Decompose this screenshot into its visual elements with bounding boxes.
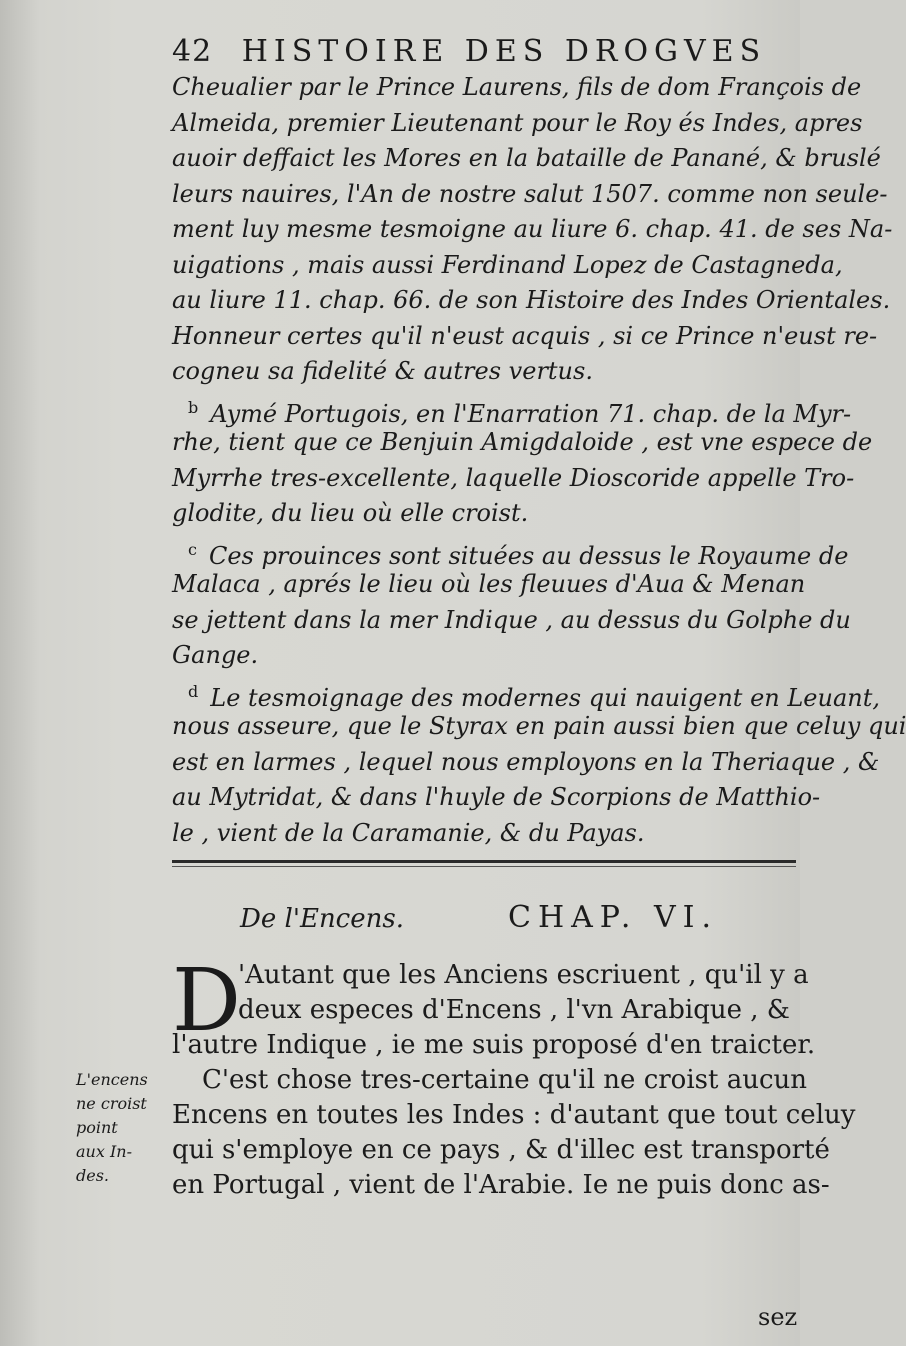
- note-marker: d: [188, 681, 199, 701]
- body-line: C'est chose tres-certaine qu'il ne croist aucun: [202, 1065, 808, 1095]
- note-line: nous asseure, que le Styrax en pain aussi bien que celuy qui: [172, 712, 906, 740]
- note-line: est en larmes , lequel nous employons en la Theriaque , &: [172, 747, 880, 776]
- divider-rule: [172, 860, 796, 863]
- note-line: Honneur certes qu'il n'eust acquis , si ce Prince n'eust re-: [172, 321, 878, 350]
- catchword: sez: [758, 1303, 798, 1331]
- divider-rule-thin: [172, 866, 796, 867]
- page-number: 42: [172, 34, 213, 69]
- margin-note-line: ne croist: [76, 1094, 147, 1113]
- note-a: [172, 70, 893, 390]
- note-line: le , vient de la Caramanie, & du Payas.: [172, 818, 645, 847]
- note-line: uigations , mais aussi Ferdinand Lopez de Castagneda,: [172, 250, 843, 279]
- note-line: rhe, tient que ce Benjuin Amigdaloide , est vne espece de: [172, 428, 873, 456]
- margin-note: [76, 1068, 168, 1188]
- body-line: en Portugal , vient de l'Arabie. Ie ne puis donc as-: [172, 1170, 830, 1200]
- body-line: Encens en toutes les Indes : d'autant que tout celuy: [172, 1100, 856, 1130]
- drop-cap: D: [172, 951, 241, 1051]
- chapter-body: [172, 951, 856, 1203]
- note-text: Ces prouinces sont situées au dessus le Royaume de: [208, 541, 849, 570]
- note-b: [172, 390, 873, 532]
- note-c: [172, 532, 851, 674]
- footnotes-block: [172, 70, 906, 851]
- note-line: au Mytridat, & dans l'huyle de Scorpions de Matthio-: [172, 783, 821, 811]
- note-line: Myrrhe tres-excellente, laquelle Dioscoride appelle Tro-: [172, 463, 855, 492]
- body-line: qui s'employe en ce pays , & d'illec est transporté: [172, 1135, 830, 1165]
- note-line: Almeida, premier Lieutenant pour le Roy és Indes, apres: [172, 108, 863, 137]
- margin-note-line: des.: [76, 1166, 110, 1185]
- body-line: deux especes d'Encens , l'vn Arabique , &: [238, 995, 790, 1025]
- note-text: Aymé Portugois, en l'Enarration 71. chap. de la Myr-: [210, 399, 852, 428]
- margin-note-line: aux In-: [76, 1142, 132, 1161]
- running-header: [172, 34, 772, 69]
- chapter-title: De l'Encens.: [240, 904, 404, 934]
- note-line: [172, 390, 852, 428]
- note-line: Gange.: [172, 641, 259, 669]
- note-line: Cheualier par le Prince Laurens, fils de dom François de: [172, 73, 862, 101]
- note-line: se jettent dans la mer Indique , au dessus du Golphe du: [172, 605, 851, 634]
- margin-note-line: point: [76, 1118, 118, 1137]
- body-line: 'Autant que les Anciens escriuent , qu'il y a: [238, 960, 809, 990]
- note-marker: b: [188, 397, 199, 417]
- note-line: leurs nauires, l'An de nostre salut 1507. comme non seule-: [172, 179, 888, 208]
- note-line: au liure 11. chap. 66. de son Histoire des Indes Orientales.: [172, 286, 891, 314]
- note-line: [172, 674, 880, 712]
- running-title: HISTOIRE DES DROGVES: [241, 34, 767, 69]
- body-line: l'autre Indique , ie me suis proposé d'en traicter.: [172, 1030, 816, 1060]
- note-line: [172, 532, 849, 570]
- note-line: auoir deffaict les Mores en la bataille de Panané, & bruslé: [172, 144, 881, 172]
- chapter-label: CHAP. VI.: [508, 900, 719, 935]
- note-line: glodite, du lieu où elle croist.: [172, 499, 529, 527]
- note-line: cogneu sa fidelité & autres vertus.: [172, 357, 593, 385]
- note-line: ment luy mesme tesmoigne au liure 6. chap. 41. de ses Na-: [172, 215, 893, 243]
- margin-note-line: L'encens: [76, 1070, 148, 1089]
- note-line: Malaca , aprés le lieu où les fleuues d'Aua & Menan: [172, 570, 806, 598]
- note-text: Le tesmoignage des modernes qui nauigent en Leuant,: [210, 683, 880, 712]
- note-marker: c: [188, 539, 197, 559]
- note-d: [172, 674, 906, 852]
